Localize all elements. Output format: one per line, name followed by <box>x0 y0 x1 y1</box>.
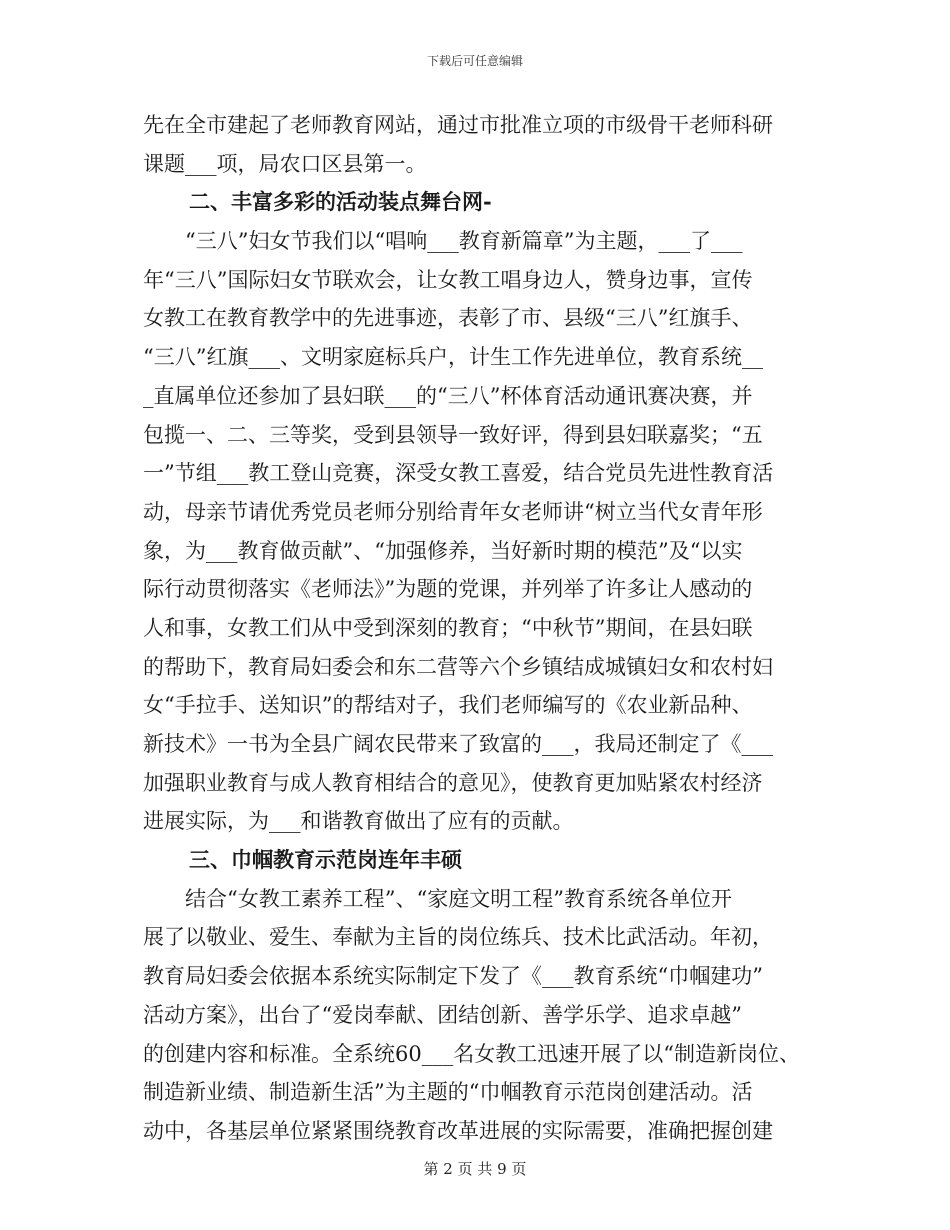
text-line: 加强职业教育与成人教育相结合的意见》，使教育更加贴紧农村经济 <box>143 770 763 795</box>
text-line: 的帮助下，教育局妇委会和东二营等六个乡镇结成城镇妇女和农村妇 <box>143 654 773 679</box>
text-line: 女教工在教育教学中的先进事迹，表彰了市、县级“三八”红旗手、 <box>143 306 753 331</box>
text-line: 课题___项，局农口区县第一。 <box>143 151 427 176</box>
text-line: 人和事，女教工们从中受到深刻的教育；“中秋节”期间，在县妇联 <box>143 615 753 640</box>
text-line: “三八”妇女节我们以“唱响___教育新篇章”为主题，___了___ <box>143 229 743 254</box>
text-line: 教育局妇委会依据本系统实际制定下发了《___教育系统“巾帼建功” <box>143 964 763 989</box>
text-line: 女“手拉手、送知识”的帮结对子，我们老师编写的《农业新品种、 <box>143 693 753 718</box>
text-line: 包揽一、二、三等奖，受到县领导一致好评，得到县妇联嘉奖；“五 <box>143 422 763 447</box>
text-line: 进展实际，为___和谐教育做出了应有的贡献。 <box>143 809 574 834</box>
text-line: 际行动贯彻落实《老师法》”为题的党课，并列举了许多让人感动的 <box>143 577 753 602</box>
text-line: 动中，各基层单位紧紧围绕教育改革进展的实际需要，准确把握创建 <box>143 1118 773 1143</box>
text-line: 年“三八”国际妇女节联欢会，让女教工唱身边人，赞身边事，宣传 <box>143 267 753 292</box>
section-heading: 三、巾帼教育示范岗连年丰硕 <box>189 847 462 873</box>
text-line: _直属单位还参加了县妇联___的“三八”杯体育活动通讯赛决赛，并 <box>143 383 753 408</box>
text-line: 先在全市建起了老师教育网站，通过市批准立项的市级骨干老师科研 <box>143 113 773 137</box>
text-line: 的创建内容和标准。全系统60___名女教工迅速开展了以“制造新岗位、 <box>143 1041 800 1066</box>
text-line: 象，为___教育做贡献”、“加强修养，当好新时期的模范”及“以实 <box>143 538 743 563</box>
section-heading: 二、丰富多彩的活动装点舞台网- <box>189 189 492 215</box>
page-header: 下载后可任意编辑 <box>426 54 523 68</box>
text-line: 结合“女教工素养工程”、“家庭文明工程”教育系统各单位开 <box>143 886 732 911</box>
document-body <box>143 106 823 1151</box>
text-line: 活动方案》，出台了“爱岗奉献、团结创新、善学乐学、追求卓越” <box>143 1002 742 1027</box>
text-line: 新技术》一书为全县广阔农民带来了致富的___，我局还制定了《___ <box>143 732 773 756</box>
text-line: 动，母亲节请优秀党员老师分别给青年女老师讲“树立当代女青年形 <box>143 499 763 524</box>
page-footer: 第 2 页 共 9 页 <box>423 1160 527 1178</box>
text-line: “三八”红旗___、文明家庭标兵户，计生工作先进单位，教育系统__ <box>143 345 763 370</box>
text-line: 一”节组___教工登山竞赛，深受女教工喜爱，结合党员先进性教育活 <box>143 461 774 486</box>
text-line: 展了以敬业、爱生、奉献为主旨的岗位练兵、技术比武活动。年初， <box>143 925 773 950</box>
text-line: 制造新业绩、制造新生活”为主题的“巾帼教育示范岗创建活动。活 <box>143 1080 753 1105</box>
